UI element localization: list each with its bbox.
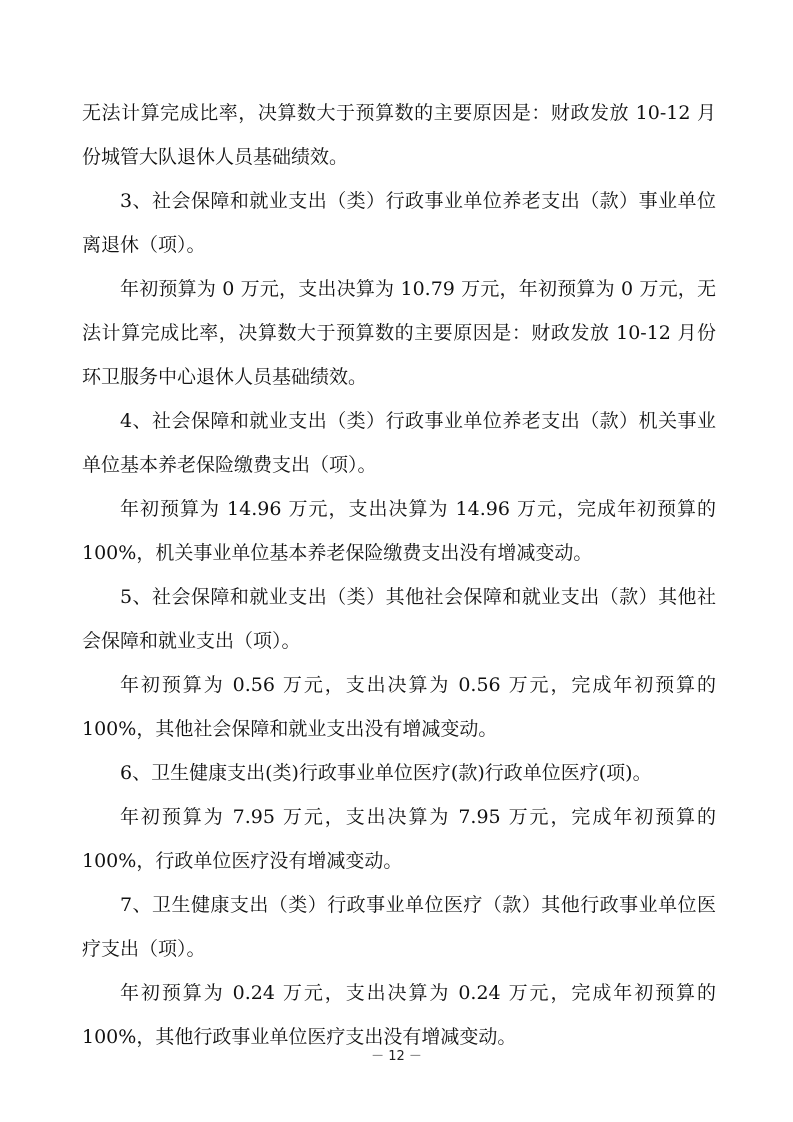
page-number: － 12 － — [371, 1049, 422, 1064]
paragraph-item-4-heading: 4、社会保障和就业支出（类）行政事业单位养老支出（款）机关事业单位基本养老保险缴费支出（项）。 — [82, 410, 716, 476]
paragraph-item-5-heading: 5、社会保障和就业支出（类）其他社会保障和就业支出（款）其他社会保障和就业支出（项）。 — [82, 586, 716, 652]
paragraph-item-7-heading: 7、卫生健康支出（类）行政事业单位医疗（款）其他行政事业单位医疗支出（项）。 — [82, 894, 716, 960]
paragraph-item-7-detail: 年初预算为 0.24 万元，支出决算为 0.24 万元，完成年初预算的 100%，其他行政事业单位医疗支出没有增减变动。 — [82, 982, 716, 1048]
paragraph-item-5-detail: 年初预算为 0.56 万元，支出决算为 0.56 万元，完成年初预算的 100%，其他社会保障和就业支出没有增减变动。 — [82, 674, 716, 740]
paragraph-item-3-heading: 3、社会保障和就业支出（类）行政事业单位养老支出（款）事业单位离退休（项）。 — [82, 190, 716, 256]
paragraph-item-6-detail: 年初预算为 7.95 万元，支出决算为 7.95 万元，完成年初预算的 100%，行政单位医疗没有增减变动。 — [82, 806, 716, 872]
body-text — [82, 91, 716, 1059]
paragraph-item-6-heading: 6、卫生健康支出(类)行政事业单位医疗(款)行政单位医疗(项)。 — [120, 762, 652, 784]
paragraph-item-3-detail: 年初预算为 0 万元，支出决算为 10.79 万元，年初预算为 0 万元，无法计算完成比率，决算数大于预算数的主要原因是：财政发放 10-12 月份环卫服务中心退休人员基础绩效。 — [82, 278, 716, 388]
paragraph-continuation: 无法计算完成比率，决算数大于预算数的主要原因是：财政发放 10-12 月份城管大队退休人员基础绩效。 — [82, 102, 716, 168]
paragraph-item-4-detail: 年初预算为 14.96 万元，支出决算为 14.96 万元，完成年初预算的 100%，机关事业单位基本养老保险缴费支出没有增减变动。 — [82, 498, 716, 564]
